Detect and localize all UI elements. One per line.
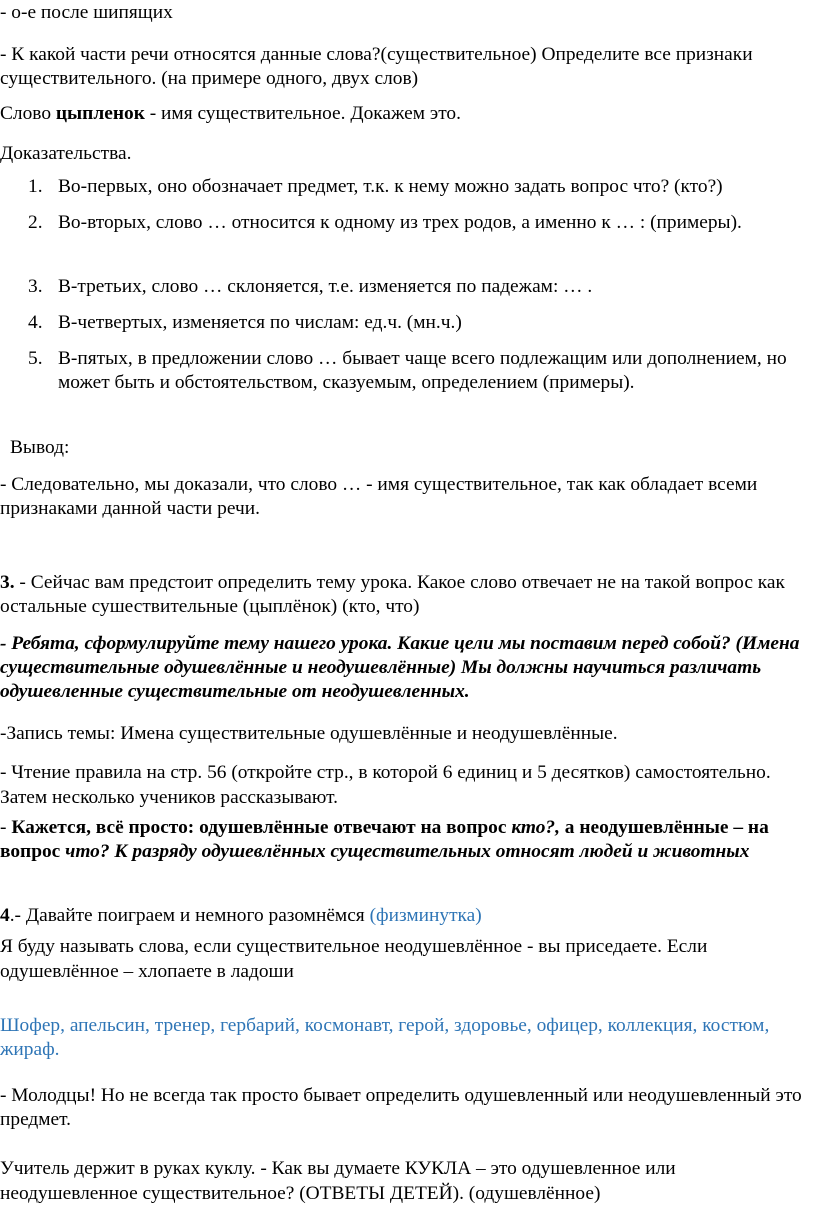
word-sentence-prefix: Слово [0, 103, 56, 124]
proof-item-3 [28, 275, 810, 299]
proof-item-text: Во-первых, оно обозначает предмет, т.к. к нему можно задать вопрос что? (кто?) [58, 176, 723, 197]
topic-prompt [0, 632, 812, 704]
word-list: Шофер, апельсин, тренер, гербарий, космонавт, герой, здоровье, офицер, коллекция, костюм, жираф. [0, 1015, 770, 1060]
rule-part-2: а неодушевлённые – на вопрос [0, 817, 769, 862]
rule-question-1: кто?, [511, 817, 560, 838]
proofs-heading: Доказательства. [0, 143, 132, 164]
proof-item-number: 5. [28, 348, 43, 369]
topic-prompt-text: - Ребята, сформулируйте тему нашего урока. Какие цели мы поставим перед собой? (Имена существительные одушевлённые и неодушевлённые) Мы должны научиться различать одушевленные существительные от неодушевленных. [0, 633, 800, 702]
topic-record: -Запись темы: Имена существительные одушевлённые и неодушевлённые. [0, 723, 618, 744]
proof-item-text: В-четвертых, изменяется по числам: ед.ч. (мн.ч.) [58, 312, 462, 333]
word-sentence-word: цыпленок [55, 103, 145, 124]
proof-item-text: Во-вторых, слово … относится к одному из трех родов, а именно к … : (примеры). [58, 212, 742, 233]
game-instructions: Я буду называть слова, если существительное неодушевлённое - вы приседаете. Если одушевлённое – хлопаете в ладоши [0, 936, 708, 982]
step-4-number: 4 [0, 905, 10, 926]
fizminutka-link: (физминутка) [369, 905, 482, 926]
word-sentence-suffix: - имя существительное. Докажем это. [144, 103, 461, 124]
step-3-paragraph [0, 571, 812, 619]
proof-item-5 [28, 347, 810, 395]
rule-dash: - [0, 817, 12, 838]
proof-item-number: 1. [28, 176, 43, 197]
rule-part-1: Кажется, всё просто: одушевлённые отвечают на вопрос [11, 817, 512, 838]
proof-item-4 [28, 311, 810, 335]
question-part-of-speech: - К какой части речи относятся данные слова?(существительное) Определите все признаки существительного. (на примере одного, двух слов) [0, 44, 753, 89]
word-sentence [0, 102, 812, 126]
proof-item-number: 3. [28, 276, 43, 297]
proof-item-number: 2. [28, 212, 43, 233]
rule-question-2: что? К разряду одушевлённых существительных относят людей и животных [65, 841, 750, 862]
conclusion-text: - Следовательно, мы доказали, что слово … - имя существительное, так как обладает всеми признаками данной части речи. [0, 474, 758, 519]
step-3-number: 3. [0, 572, 15, 593]
doll-question: Учитель держит в руках куклу. - Как вы думаете КУКЛА – это одушевленное или неодушевленное существительное? (ОТВЕТЫ ДЕТЕЙ). (одушевлённое) [0, 1158, 676, 1204]
rule-reading: - Чтение правила на стр. 56 (откройте стр., в которой 6 единиц и 5 десятков) самостоятельно. Затем несколько учеников рассказывают. [0, 762, 771, 808]
proof-item-text: В-третьих, слово … склоняется, т.е. изменяется по падежам: … . [58, 276, 593, 297]
proof-item-number: 4. [28, 312, 43, 333]
conclusion-heading: Вывод: [10, 437, 70, 458]
step-4-paragraph [0, 904, 812, 928]
rule-statement [0, 816, 812, 864]
proof-item-2 [28, 211, 810, 235]
intro-line: - о-е после шипящих [0, 2, 173, 23]
praise: - Молодцы! Но не всегда так просто бывает определить одушевленный или неодушевленный это предмет. [0, 1085, 802, 1130]
proof-item-text: В-пятых, в предложении слово … бывает чаще всего подлежащим или дополнением, но может быть и обстоятельством, сказуемым, определением (примеры). [58, 348, 787, 393]
step-3-text: - Сейчас вам предстоит определить тему урока. Какое слово отвечает не на такой вопрос как остальные сушествительные (цыплёнок) (кто, что) [0, 572, 785, 617]
step-4-text: .- Давайте поиграем и немного разомнёмся [9, 905, 370, 926]
proof-item-1 [28, 175, 810, 199]
